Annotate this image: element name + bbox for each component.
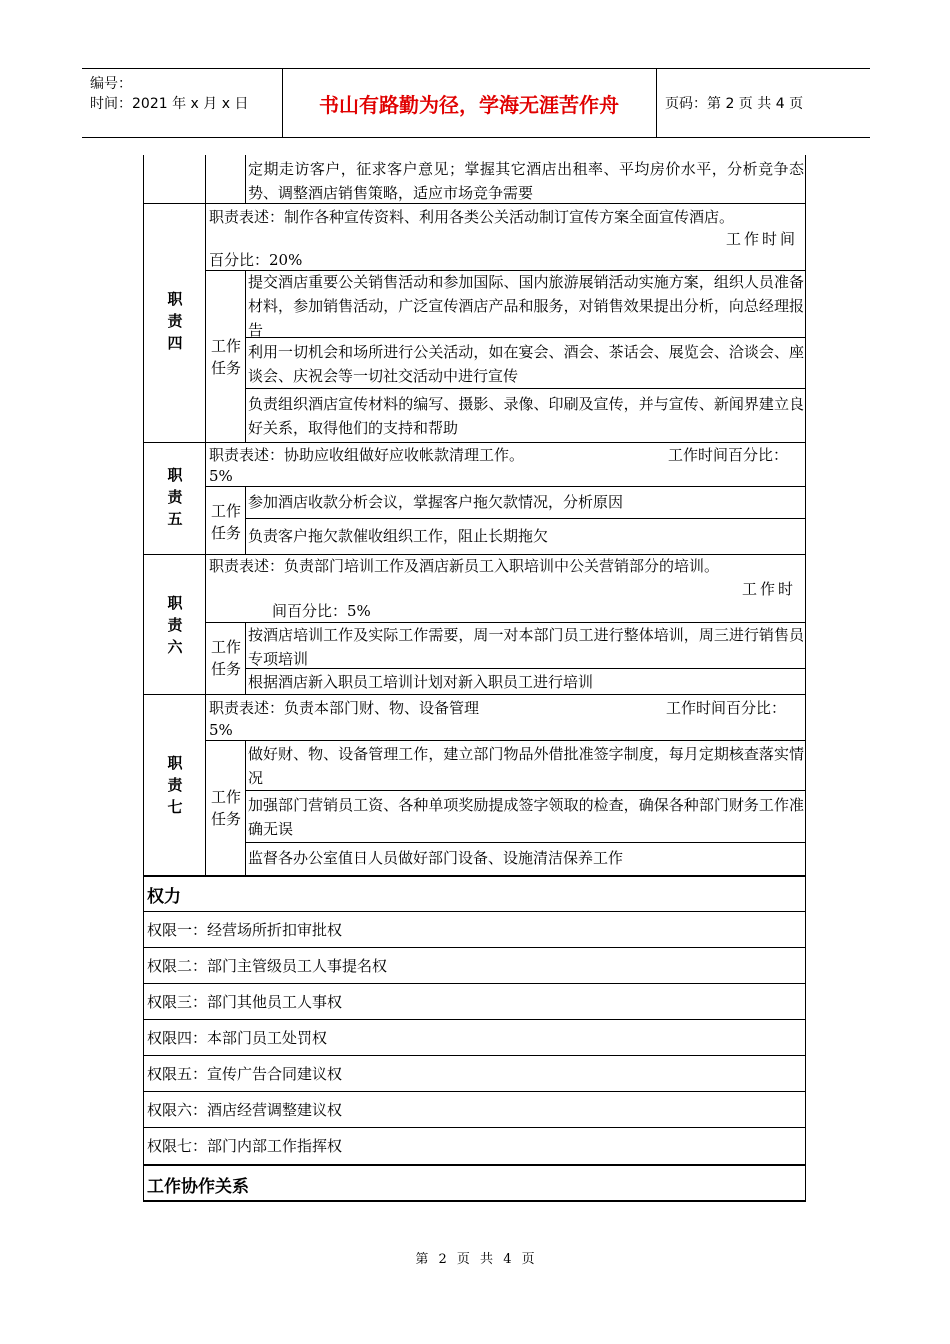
row-line (143, 1019, 806, 1020)
duty7-task-1: 做好财、物、设备管理工作，建立部门物品外借批准签字制度，每月定期核查落实情况 (248, 745, 804, 787)
row-line (245, 518, 806, 519)
page-footer: 第 2 页 共 4 页 (415, 1252, 535, 1267)
col-divider-task (245, 270, 246, 442)
code-label: 编号： (90, 76, 132, 92)
row-line (143, 1055, 806, 1056)
duty4-task-1: 提交酒店重要公关销售活动和参加国际、国内旅游展销活动实施方案，组织人员准备材料，参加销售活动，广泛宣传酒店产品和服务，对销售效果提出分析，向总经理报告 (248, 273, 804, 339)
duty5-task-2: 负责客户拖欠款催收组织工作，阻止长期拖欠 (248, 527, 549, 545)
row-line (143, 694, 806, 695)
row-line (245, 842, 806, 843)
authority-item: 权限五：宣传广告合同建议权 (147, 1065, 343, 1083)
duty7-desc: 职责表述：负责本部门财、物、设备管理 (209, 699, 480, 717)
duty7-label: 职责七 (167, 754, 183, 816)
date-label: 时间：2021 年 x 月 x 日 (90, 96, 249, 112)
row-line (143, 1127, 806, 1128)
duty6-task-2: 根据酒店新入职员工培训计划对新入职员工进行培训 (248, 673, 594, 691)
task-cell: 定期走访客户，征求客户意见；掌握其它酒店出租率、平均房价水平，分析竞争态势、调整酒店销售策略，适应市场竞争需要 (248, 160, 804, 202)
duty7-task-3: 监督各办公室值日人员做好部门设备、设施清洁保养工作 (248, 849, 624, 867)
row-line (143, 1164, 806, 1166)
duty4-percent-a: 工作时间 (726, 230, 799, 248)
duty5-task-label: 工作任务 (210, 502, 241, 542)
duty6-task-label: 工作任务 (210, 638, 241, 678)
duty4-task-3: 负责组织酒店宣传材料的编写、摄影、录像、印刷及宣传，并与宣传、新闻界建立良好关系，取得他们的支持和帮助 (248, 395, 804, 437)
page-header (82, 68, 870, 138)
duty5-percent-a: 工作时间百分比： (668, 446, 789, 464)
duty7-task-label: 工作任务 (210, 788, 241, 828)
duty7-task-2: 加强部门营销员工资、各种单项奖励提成签字领取的检查，确保各种部门财务工作准确无误 (248, 796, 804, 838)
header-meta (82, 69, 283, 137)
duty6-label: 职责六 (167, 594, 183, 656)
authority-item: 权限一：经营场所折扣审批权 (147, 921, 343, 939)
col-divider-task (245, 740, 246, 876)
row-line (245, 388, 806, 389)
row-line (143, 1200, 806, 1202)
authority-item: 权限二：部门主管级员工人事提名权 (147, 957, 388, 975)
duty5-desc: 职责表述：协助应收组做好应收帐款清理工作。 (209, 446, 525, 464)
col-divider-label (205, 155, 206, 875)
row-line (245, 790, 806, 791)
duty4-desc: 职责表述：制作各种宣传资料、利用各类公关活动制订宣传方案全面宣传酒店。 (209, 208, 735, 226)
duty4-percent-b: 百分比：20% (209, 251, 303, 269)
row-line (143, 875, 806, 877)
row-line (143, 911, 806, 912)
duty6-percent-a: 工作时 (742, 580, 797, 598)
col-divider-task (245, 622, 246, 694)
row-line (205, 486, 806, 487)
col-divider-task (245, 155, 246, 203)
duty6-percent-b: 间百分比：5% (272, 602, 371, 620)
authority-item: 权限四：本部门员工处罚权 (147, 1029, 328, 1047)
row-line (143, 983, 806, 984)
authority-item: 权限六：酒店经营调整建议权 (147, 1101, 343, 1119)
row-line (143, 1091, 806, 1092)
row-line (143, 947, 806, 948)
duty5-percent-b: 5% (209, 467, 233, 485)
duty4-task-2: 利用一切机会和场所进行公关活动，如在宴会、酒会、茶话会、展览会、洽谈会、座谈会、庆祝会等一切社交活动中进行宣传 (248, 343, 804, 385)
duty6-desc: 职责表述：负责部门培训工作及酒店新员工入职培训中公关营销部分的培训。 (209, 557, 720, 575)
row-line (205, 740, 806, 741)
duty4-label: 职责四 (167, 290, 183, 352)
authority-title: 权力 (147, 887, 181, 907)
duty7-percent-a: 工作时间百分比： (666, 699, 787, 717)
header-motto: 书山有路勤为径，学海无涯苦作舟 (282, 69, 657, 137)
duty5-label: 职责五 (167, 466, 183, 528)
cooperation-title: 工作协作关系 (147, 1177, 249, 1197)
col-divider-task (245, 486, 246, 554)
header-page-info: 页码：第 2 页 共 4 页 (665, 96, 804, 112)
authority-item: 权限三：部门其他员工人事权 (147, 993, 343, 1011)
duty4-task-label: 工作任务 (210, 337, 241, 377)
authority-item: 权限七：部门内部工作指挥权 (147, 1137, 343, 1155)
duty6-task-1: 按酒店培训工作及实际工作需要，周一对本部门员工进行整体培训，周三进行销售员专项培训 (248, 626, 804, 668)
duty7-percent-b: 5% (209, 721, 233, 739)
duty5-task-1: 参加酒店收款分析会议，掌握客户拖欠款情况，分析原因 (248, 493, 624, 511)
